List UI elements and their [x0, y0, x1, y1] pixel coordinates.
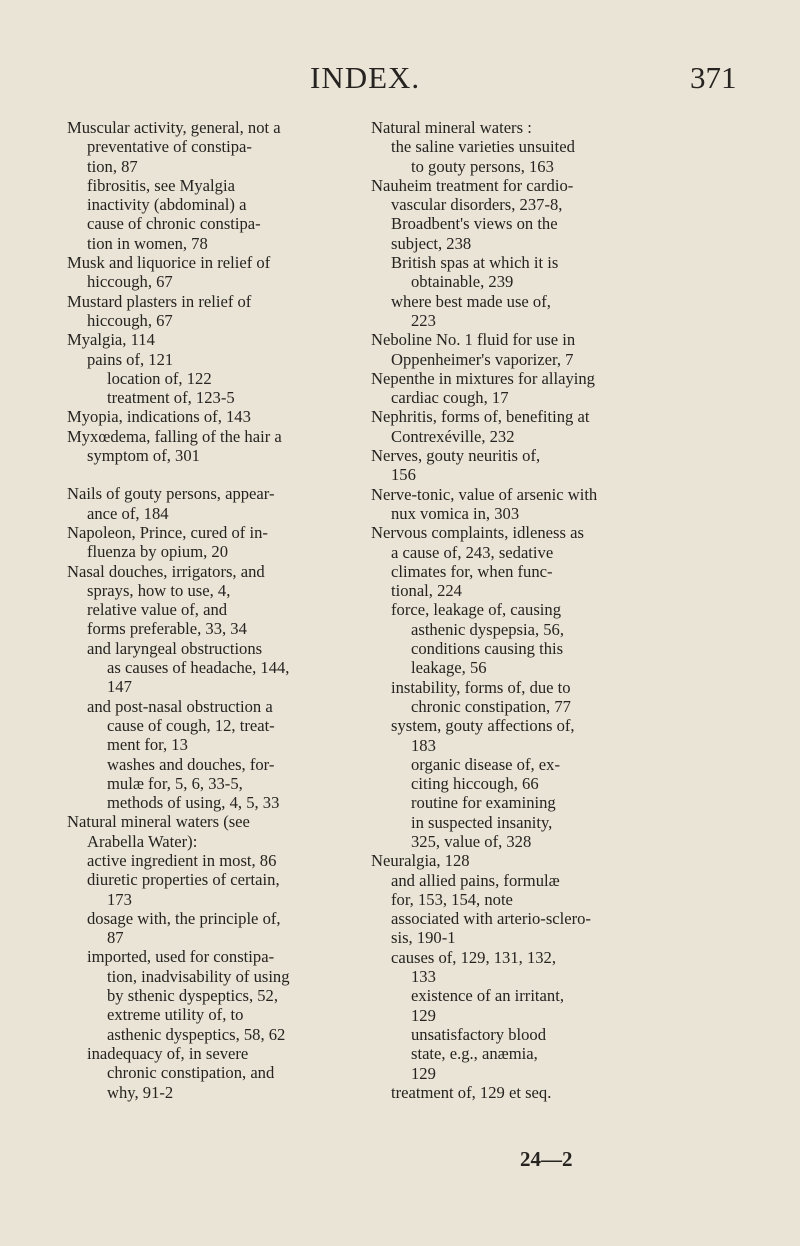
index-entry [67, 176, 363, 195]
index-line: ance of, 184 [87, 503, 169, 523]
page-number: 371 [690, 60, 737, 95]
index-entry [371, 407, 671, 446]
index-entry [67, 755, 363, 813]
index-entry [67, 909, 363, 948]
index-line: Nasal douches, irrigators, and [67, 561, 265, 581]
index-entry [67, 427, 363, 466]
index-line: instability, forms of, due to [391, 677, 571, 697]
index-line: in suspected insanity, [411, 812, 553, 832]
index-line: 133 [411, 967, 436, 987]
index-entry [371, 176, 671, 253]
index-entry [371, 793, 671, 851]
index-line: washes and douches, for- [107, 754, 275, 774]
index-entry [67, 523, 363, 562]
index-line: mulæ for, 5, 6, 33-5, [107, 773, 243, 793]
index-column-left [67, 118, 363, 1102]
index-line: Natural mineral waters : [371, 118, 532, 137]
index-line: Nepenthe in mixtures for allaying [371, 368, 595, 388]
index-entry [67, 562, 363, 639]
index-line: Oppenheimer's vaporizer, 7 [391, 349, 574, 369]
index-line: hiccough, 67 [87, 272, 173, 292]
index-line: British spas at which it is [391, 253, 559, 273]
index-entry [371, 909, 671, 948]
index-entry [67, 292, 363, 331]
section-gap [67, 465, 363, 484]
index-line: nux vomica in, 303 [391, 503, 520, 523]
index-line: symptom of, 301 [87, 446, 200, 466]
index-entry [371, 485, 671, 524]
page-title: INDEX. [310, 60, 421, 95]
index-line: Broadbent's views on the [391, 214, 558, 234]
index-line: methods of using, 4, 5, 33 [107, 793, 280, 813]
index-line: climates for, when func- [391, 561, 553, 581]
index-entry [67, 369, 363, 388]
index-line: Mustard plasters in relief of [67, 291, 252, 311]
index-line: Myalgia, 114 [67, 330, 155, 350]
index-line: associated with arterio-sclero- [391, 909, 591, 929]
index-line: citing hiccough, 66 [411, 774, 539, 794]
index-line: 87 [107, 928, 124, 948]
index-entry [371, 600, 671, 677]
index-entry [371, 330, 671, 369]
index-entry [67, 195, 363, 253]
index-line: obtainable, 239 [411, 272, 514, 292]
index-entry [371, 292, 671, 331]
printer-signature: 24—2 [520, 1147, 573, 1171]
index-line: force, leakage of, causing [391, 600, 561, 620]
index-line: by sthenic dyspeptics, 52, [107, 986, 278, 1006]
index-line: 156 [391, 465, 416, 485]
index-line: organic disease of, ex- [411, 754, 560, 774]
index-entry [67, 947, 363, 1043]
index-line: chronic constipation, and [107, 1063, 275, 1083]
index-line: extreme utility of, to [107, 1005, 244, 1025]
index-line: cause of cough, 12, treat- [107, 715, 275, 735]
index-entry [371, 948, 671, 987]
index-line: fibrositis, see Myalgia [87, 175, 235, 195]
index-line: conditions causing this [411, 639, 564, 659]
index-entry [371, 1025, 671, 1083]
index-line: routine for examining [411, 793, 556, 813]
index-entry [371, 678, 671, 717]
index-line: Neuralgia, 128 [371, 851, 470, 871]
index-line: Napoleon, Prince, cured of in- [67, 522, 268, 542]
index-line: sprays, how to use, 4, [87, 580, 231, 600]
index-line: 223 [411, 310, 436, 330]
index-column-right [371, 118, 671, 1102]
index-entry [67, 812, 363, 851]
index-entry [371, 446, 671, 485]
index-line: tion in women, 78 [87, 233, 208, 253]
index-entry [371, 118, 671, 137]
index-entry [371, 716, 671, 755]
index-line: 173 [107, 889, 132, 909]
index-line: and allied pains, formulæ [391, 870, 560, 890]
index-line: inadequacy of, in severe [87, 1043, 249, 1063]
index-line: a cause of, 243, sedative [391, 542, 554, 562]
index-line: Arabella Water): [87, 831, 198, 851]
index-line: inactivity (abdominal) a [87, 195, 247, 215]
index-line: causes of, 129, 131, 132, [391, 947, 556, 967]
index-line: Neboline No. 1 fluid for use in [371, 330, 576, 350]
index-line: treatment of, 123-5 [107, 388, 235, 408]
index-entry [371, 871, 671, 910]
index-entry [371, 523, 671, 600]
index-entry [67, 870, 363, 909]
index-entry [67, 484, 363, 523]
index-entry [67, 697, 363, 755]
index-entry [67, 330, 363, 349]
index-line: Nails of gouty persons, appear- [67, 484, 275, 504]
index-line: tional, 224 [391, 581, 462, 601]
index-line: Nerve-tonic, value of arsenic with [371, 484, 598, 504]
running-head [0, 60, 800, 100]
index-line: asthenic dyspepsia, 56, [411, 619, 564, 639]
index-entry [67, 253, 363, 292]
index-line: 325, value of, 328 [411, 831, 532, 851]
index-line: Nephritis, forms of, benefiting at [371, 407, 590, 427]
index-entry [67, 407, 363, 426]
index-line: active ingredient in most, 86 [87, 850, 277, 870]
index-line: imported, used for constipa- [87, 947, 275, 967]
index-line: 147 [107, 677, 132, 697]
index-entry [371, 137, 671, 176]
index-line: to gouty persons, 163 [411, 156, 554, 176]
index-entry [371, 851, 671, 870]
index-entry [67, 851, 363, 870]
index-line: chronic constipation, 77 [411, 696, 571, 716]
index-line: as causes of headache, 144, [107, 658, 290, 678]
index-line: tion, inadvisability of using [107, 966, 290, 986]
index-line: the saline varieties unsuited [391, 137, 575, 157]
index-line: preventative of constipa- [87, 137, 252, 157]
index-line: Nerves, gouty neuritis of, [371, 446, 541, 466]
index-line: pains of, 121 [87, 349, 174, 369]
index-line: 183 [411, 735, 436, 755]
index-line: location of, 122 [107, 368, 212, 388]
index-entry [67, 350, 363, 369]
index-line: forms preferable, 33, 34 [87, 619, 247, 639]
index-line: unsatisfactory blood [411, 1024, 547, 1044]
index-line: cause of chronic constipa- [87, 214, 261, 234]
index-line: system, gouty affections of, [391, 716, 575, 736]
index-entry [371, 1083, 671, 1102]
index-line: asthenic dyspeptics, 58, 62 [107, 1024, 286, 1044]
index-line: 129 [411, 1005, 436, 1025]
index-line: vascular disorders, 237-8, [391, 195, 563, 215]
index-line: sis, 190-1 [391, 928, 456, 948]
index-line: diuretic properties of certain, [87, 870, 280, 890]
index-line: for, 153, 154, note [391, 889, 513, 909]
index-line: relative value of, and [87, 600, 228, 620]
index-line: dosage with, the principle of, [87, 908, 281, 928]
index-entry [67, 388, 363, 407]
index-line: and laryngeal obstructions [87, 638, 263, 658]
index-line: treatment of, 129 et seq. [391, 1082, 552, 1102]
index-line: state, e.g., anæmia, [411, 1044, 538, 1064]
index-line: Contrexéville, 232 [391, 426, 515, 446]
index-entry [67, 118, 363, 176]
index-line: Musk and liquorice in relief of [67, 253, 271, 273]
index-entry [371, 986, 671, 1025]
index-line: cardiac cough, 17 [391, 388, 509, 408]
index-line: hiccough, 67 [87, 310, 173, 330]
index-line: and post-nasal obstruction a [87, 696, 273, 716]
index-line: subject, 238 [391, 233, 472, 253]
index-entry [67, 1044, 363, 1102]
index-line: Myopia, indications of, 143 [67, 407, 251, 427]
index-line: tion, 87 [87, 156, 138, 176]
index-entry [67, 639, 363, 697]
index-line: Natural mineral waters (see [67, 812, 250, 832]
index-line: fluenza by opium, 20 [87, 542, 229, 562]
index-entry [371, 253, 671, 292]
index-line: Muscular activity, general, not a [67, 118, 281, 137]
index-entry [371, 755, 671, 794]
index-line: existence of an irritant, [411, 986, 564, 1006]
index-line: leakage, 56 [411, 658, 487, 678]
index-line: Nervous complaints, idleness as [371, 523, 584, 543]
index-line: Nauheim treatment for cardio- [371, 175, 574, 195]
index-line: Myxœdema, falling of the hair a [67, 426, 282, 446]
index-line: ment for, 13 [107, 735, 188, 755]
index-entry [371, 369, 671, 408]
index-line: why, 91-2 [107, 1082, 174, 1102]
index-line: where best made use of, [391, 291, 551, 311]
index-line: 129 [411, 1063, 436, 1083]
